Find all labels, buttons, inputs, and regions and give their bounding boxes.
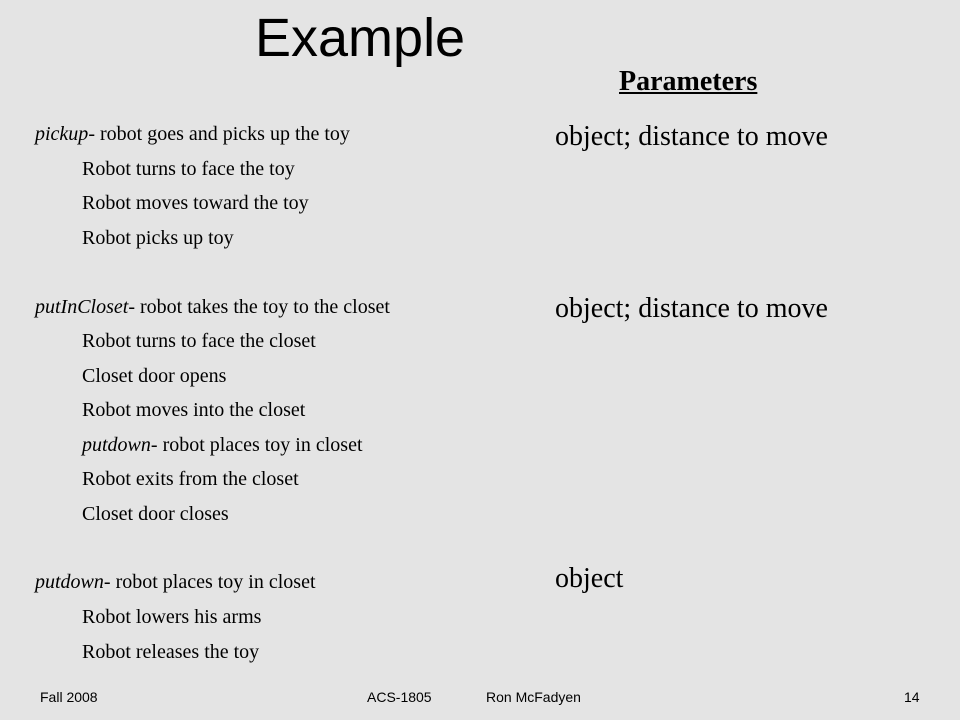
- method-name: pickup: [35, 123, 89, 145]
- method-description: - robot places toy in closet: [150, 434, 363, 456]
- method-description: - robot goes and picks up the toy: [88, 123, 350, 145]
- step-line: Robot moves into the closet: [82, 399, 306, 421]
- step-line: Robot turns to face the closet: [82, 330, 316, 352]
- step-line: Robot lowers his arms: [82, 606, 262, 628]
- method-name: putdown: [35, 571, 104, 593]
- step-line: Closet door opens: [82, 365, 227, 387]
- step-line: Robot releases the toy: [82, 641, 260, 663]
- footer-course: ACS-1805: [367, 689, 432, 705]
- method-name: putInCloset: [35, 296, 129, 318]
- method-header-pickup: [35, 122, 350, 146]
- footer-page-number: 14: [904, 689, 920, 705]
- method-description: - robot places toy in closet: [103, 571, 316, 593]
- method-name: putdown: [82, 434, 151, 456]
- method-description: - robot takes the toy to the closet: [128, 296, 390, 318]
- step-line: Robot picks up toy: [82, 227, 234, 249]
- slide-title: Example: [255, 8, 466, 68]
- step-line: Robot moves toward the toy: [82, 192, 309, 214]
- footer-term: Fall 2008: [40, 689, 98, 705]
- step-line: Robot exits from the closet: [82, 468, 299, 490]
- parameter-putincloset: object; distance to move: [555, 293, 828, 324]
- method-header-putdown: [35, 570, 316, 594]
- parameter-putdown: object: [555, 563, 624, 594]
- method-header-putincloset: [35, 295, 390, 319]
- parameter-pickup: object; distance to move: [555, 121, 828, 152]
- step-line: Robot turns to face the toy: [82, 158, 295, 180]
- parameters-heading: Parameters: [619, 66, 758, 97]
- step-line: Closet door closes: [82, 503, 229, 525]
- nested-method-putdown: [82, 433, 363, 457]
- footer-author: Ron McFadyen: [486, 689, 581, 705]
